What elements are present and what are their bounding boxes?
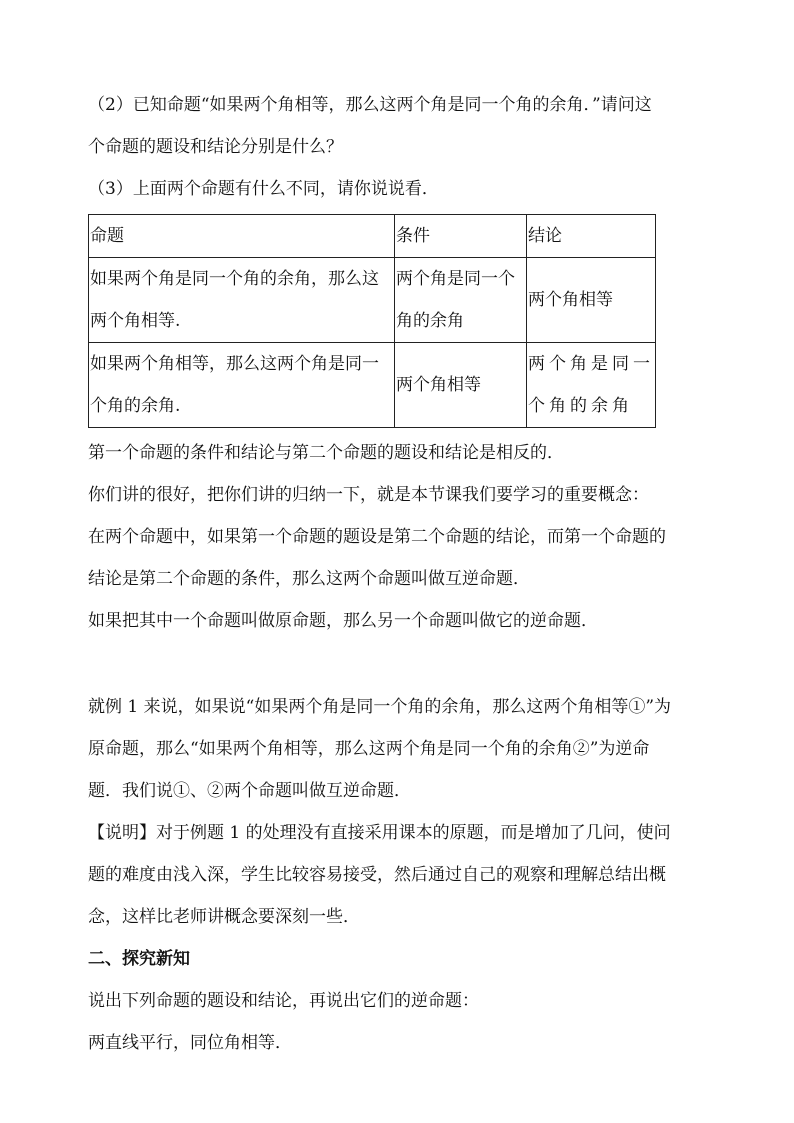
question-2-line-1: （2）已知命题“如果两个角相等，那么这两个角是同一个角的余角．”请问这 bbox=[88, 95, 652, 115]
paragraph-definition-line-2: 结论是第二个命题的条件，那么这两个命题叫做互逆命题． bbox=[88, 569, 530, 589]
paragraph-example-line-3: 题．我们说①、②两个命题叫做互逆命题． bbox=[88, 781, 411, 801]
paragraph-summary: 你们讲的很好，把你们讲的归纳一下，就是本节课我们要学习的重要概念： bbox=[88, 485, 649, 505]
row1-conclusion: 两个角相等 bbox=[527, 258, 656, 343]
row2-condition: 两个角相等 bbox=[395, 343, 527, 428]
paragraph-example-line-1: 就例 1 来说，如果说“如果两个角是同一个角的余角，那么这两个角相等①”为 bbox=[88, 697, 672, 717]
document-page bbox=[88, 84, 718, 1064]
paragraph-note-line-3: 念，这样比老师讲概念要深刻一些． bbox=[88, 907, 360, 927]
blank-spacer bbox=[88, 642, 718, 686]
paragraph-example-proposition: 两直线平行，同位角相等． bbox=[88, 1033, 292, 1053]
table-row bbox=[89, 258, 656, 343]
question-2-line-2: 个命题的题设和结论分别是什么？ bbox=[88, 137, 343, 157]
paragraph-note-line-2: 题的难度由浅入深，学生比较容易接受，然后通过自己的观察和理解总结出概 bbox=[88, 865, 666, 885]
paragraph-note-line-1: 【说明】对于例题 1 的处理没有直接采用课本的原题，而是增加了几问，使问 bbox=[88, 823, 671, 843]
table-row bbox=[89, 343, 656, 428]
row1-condition: 两个角是同一个角的余角 bbox=[395, 258, 527, 343]
paragraph-example-line-2: 原命题，那么“如果两个角相等，那么这两个角是同一个角的余角②”为逆命 bbox=[88, 739, 650, 759]
header-condition: 条件 bbox=[395, 215, 527, 258]
paragraph-task: 说出下列命题的题设和结论，再说出它们的逆命题： bbox=[88, 991, 479, 1011]
row1-proposition: 如果两个角是同一个角的余角，那么这两个角相等. bbox=[89, 258, 395, 343]
paragraph-definition-line-1: 在两个命题中，如果第一个命题的题设是第二个命题的结论，而第一个命题的 bbox=[88, 527, 666, 547]
section-heading: 二、探究新知 bbox=[88, 949, 190, 969]
table-header-row bbox=[89, 215, 656, 258]
proposition-table bbox=[88, 214, 656, 428]
header-conclusion: 结论 bbox=[527, 215, 656, 258]
row2-proposition: 如果两个角相等，那么这两个角是同一个角的余角. bbox=[89, 343, 395, 428]
row2-conclusion: 两个角是同一个角的余角 bbox=[527, 343, 656, 428]
question-3: （3）上面两个命题有什么不同，请你说说看． bbox=[88, 179, 439, 199]
paragraph-inverse-definition: 如果把其中一个命题叫做原命题，那么另一个命题叫做它的逆命题． bbox=[88, 611, 598, 631]
paragraph-opposite: 第一个命题的条件和结论与第二个命题的题设和结论是相反的． bbox=[88, 443, 564, 463]
header-proposition: 命题 bbox=[89, 215, 395, 258]
